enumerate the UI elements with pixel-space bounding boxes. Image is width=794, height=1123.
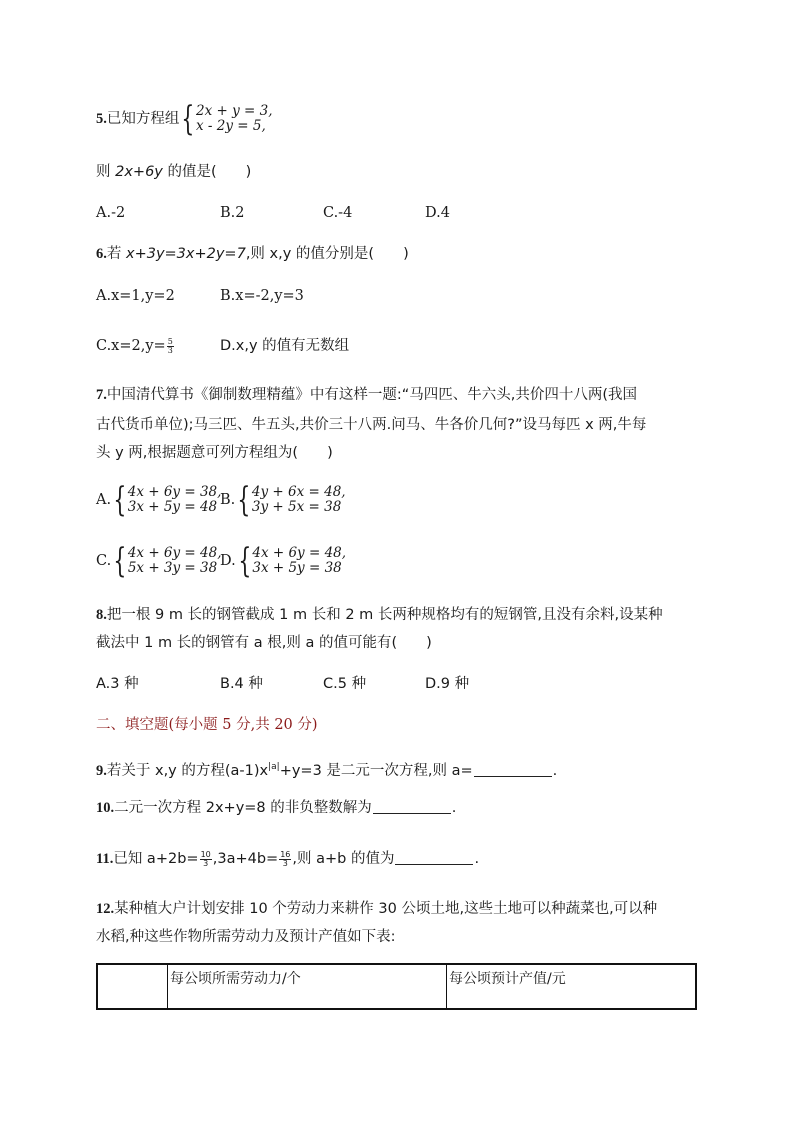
fraction-numerator: 5 — [167, 336, 173, 346]
table-header-cell — [97, 964, 168, 1009]
q12-line-1 — [96, 900, 657, 918]
q10-end: . — [451, 800, 457, 816]
q7-a-eq2: 3x + 5y = 48 — [127, 499, 218, 515]
q7-c-eq1: 4x + 6y = 48, — [127, 545, 222, 561]
q11-end: . — [474, 851, 480, 867]
q9-answer-blank[interactable] — [474, 762, 552, 777]
q6-stem-pre: 若 — [106, 246, 126, 262]
q7-d-eq1: 4x + 6y = 48, — [252, 545, 347, 561]
left-brace-icon: { — [237, 480, 251, 520]
q7-option-a-label: A. — [96, 492, 112, 508]
left-brace-icon: { — [113, 480, 127, 520]
q10-text: 二元一次方程 2x+y=8 的非负整数解为 — [114, 800, 372, 816]
fraction-numerator: 16 — [280, 849, 291, 859]
q5-option-b: B.2 — [220, 205, 245, 221]
q7-line-2: 古代货币单位);马三匹、牛五头,共价三十八两.问马、牛各价几何?”设马每匹 x 两,牛每 — [96, 417, 647, 433]
q7-option-b — [220, 480, 346, 520]
q11-post: ,则 a+b 的值为 — [292, 851, 395, 867]
q6-option-a: A.x=1,y=2 — [96, 288, 175, 304]
q11-mid: ,3a+4b= — [212, 851, 279, 867]
q5-option-c: C.-4 — [323, 205, 353, 221]
q8-line-1 — [96, 606, 663, 624]
q11-number: 11. — [96, 851, 114, 867]
q9-number: 9. — [96, 762, 107, 779]
table-header-cell: 每公顷预计产值/元 — [447, 964, 697, 1009]
q8-number: 8. — [96, 607, 107, 623]
q5-stem-text: 已知方程组 — [106, 111, 180, 127]
q8-option-d: D.9 种 — [425, 676, 470, 692]
q7-option-d — [220, 541, 347, 581]
q12-line-2: 水稻,种这些作物所需劳动力及预计产值如下表: — [96, 929, 396, 945]
q7-option-d-label: D. — [220, 553, 236, 569]
q6-option-d: D.x,y 的值有无数组 — [220, 338, 350, 354]
q6-number: 6. — [96, 246, 107, 262]
q5-question — [96, 163, 251, 181]
q5-eq2: x - 2y = 5, — [196, 118, 266, 134]
left-brace-icon: { — [238, 541, 252, 581]
q9-exponent: |a| — [268, 762, 280, 772]
q10-answer-blank[interactable] — [373, 799, 451, 814]
q7-line-3: 头 y 两,根据题意可列方程组为( ) — [96, 445, 333, 461]
left-brace-icon: { — [113, 541, 127, 581]
q12-number: 12. — [96, 901, 115, 917]
q5-stem — [96, 99, 273, 139]
q5-number: 5. — [96, 111, 107, 127]
q10-stem — [96, 799, 456, 817]
q6-stem-expr: x+3y=3x+2y=7 — [125, 246, 246, 262]
q7-option-b-label: B. — [220, 492, 236, 508]
q9-stem — [96, 758, 557, 780]
q8-line-1-text: 把一根 9 m 长的钢管截成 1 m 长和 2 m 长两种规格均有的短钢管,且没有余料,设某种 — [106, 607, 663, 623]
q7-b-eq2: 3y + 5x = 38 — [251, 499, 342, 515]
q7-d-eq2: 3x + 5y = 38 — [252, 560, 342, 576]
q11-pre: 已知 a+2b= — [113, 851, 199, 867]
q5-option-a: A.-2 — [96, 205, 126, 221]
q11-fraction-2 — [279, 851, 291, 868]
q7-option-c — [96, 541, 222, 581]
table-row — [97, 964, 696, 1009]
q5-ask-post: 的值是( ) — [162, 164, 252, 180]
fraction-denominator: 3 — [203, 858, 209, 868]
q6-stem-post: ,则 x,y 的值分别是( ) — [245, 246, 409, 262]
q5-equation-system — [179, 99, 273, 139]
left-brace-icon: { — [181, 99, 195, 139]
q8-option-a: A.3 种 — [96, 676, 139, 692]
q9-post: +y=3 是二元一次方程,则 a= — [279, 762, 473, 779]
q6-option-b: B.x=-2,y=3 — [220, 288, 304, 304]
q8-option-c: C.5 种 — [323, 676, 367, 692]
q12-table — [96, 963, 697, 1010]
q7-option-a — [96, 480, 222, 520]
q5-ask-expr: 2x+6y — [115, 164, 163, 180]
q5-option-d: D.4 — [425, 205, 450, 221]
q6-stem — [96, 245, 409, 263]
q9-pre: 若关于 x,y 的方程(a-1)x — [106, 762, 269, 779]
q7-b-eq1: 4y + 6x = 48, — [251, 484, 346, 500]
fraction-numerator: 10 — [200, 849, 211, 859]
fraction-denominator: 3 — [167, 345, 173, 355]
q7-line-1 — [96, 386, 637, 404]
q7-a-eq1: 4x + 6y = 38, — [127, 484, 222, 500]
q6-option-c — [96, 337, 175, 355]
q11-stem — [96, 850, 479, 868]
q8-option-b: B.4 种 — [220, 676, 263, 692]
q5-eq1: 2x + y = 3, — [196, 103, 273, 119]
q7-line-1-text: 中国清代算书《御制数理精蕴》中有这样一题:“马四匹、牛六头,共价四十八两(我国 — [106, 387, 638, 403]
q12-line-1-text: 某种植大户计划安排 10 个劳动力来耕作 30 公顷土地,这些土地可以种蔬菜也,可以种 — [114, 901, 658, 917]
q6-option-c-fraction — [167, 338, 174, 355]
table-header-cell: 每公顷所需劳动力/个 — [168, 964, 447, 1009]
q6-option-c-text: C.x=2,y= — [96, 338, 166, 354]
q7-number: 7. — [96, 387, 107, 403]
q11-answer-blank[interactable] — [395, 850, 473, 865]
q9-end: . — [552, 762, 558, 779]
section-heading: 二、填空题(每小题 5 分,共 20 分) — [96, 717, 318, 733]
q7-c-eq2: 5x + 3y = 38 — [127, 560, 218, 576]
q10-number: 10. — [96, 800, 115, 816]
fraction-denominator: 3 — [282, 858, 288, 868]
q7-option-c-label: C. — [96, 553, 112, 569]
q8-line-2: 截法中 1 m 长的钢管有 a 根,则 a 的值可能有( ) — [96, 635, 432, 651]
q5-ask-pre: 则 — [96, 164, 116, 180]
q11-fraction-1 — [200, 851, 212, 868]
